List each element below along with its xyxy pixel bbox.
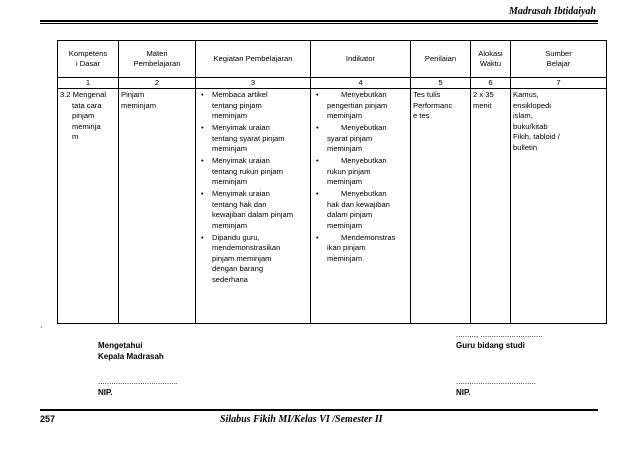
list-item bbox=[198, 189, 308, 231]
list-item-line: mendemonstrasikan bbox=[212, 243, 281, 252]
col-number: 4 bbox=[311, 78, 411, 89]
list-item-line: • Menyebutkan bbox=[341, 123, 387, 132]
list-item bbox=[198, 156, 308, 188]
cell-kegiatan bbox=[196, 89, 311, 324]
cell-alokasi bbox=[471, 89, 511, 324]
list-item-line: • Menyebutkan bbox=[341, 156, 387, 165]
col-number: 2 bbox=[119, 78, 196, 89]
column-number-row bbox=[58, 78, 607, 89]
cell-line: islam, bbox=[513, 111, 533, 120]
cell-line: buku/kitab bbox=[513, 121, 548, 131]
list-item-line: • Menyebutkan bbox=[341, 189, 387, 198]
cell-line: bulletin bbox=[513, 142, 538, 152]
list-item-line: pinjam meminjam bbox=[212, 253, 272, 263]
list-item-line: meminjam bbox=[327, 111, 363, 120]
stray-mark: ` bbox=[40, 326, 43, 335]
list-item-line: rukun pinjam bbox=[327, 166, 371, 176]
signature-left bbox=[98, 340, 164, 362]
cell-line: Kamus, bbox=[513, 90, 539, 99]
col-header-kegiatan bbox=[196, 41, 311, 78]
cell-line: Penilaian bbox=[424, 54, 457, 63]
cell-line: menit bbox=[473, 100, 492, 110]
col-number: 3 bbox=[196, 78, 311, 89]
cell-line: meminjam bbox=[121, 100, 157, 110]
cell-line: pinjam bbox=[72, 111, 95, 120]
list-item-line: meminjam bbox=[212, 220, 248, 230]
footer-rule bbox=[40, 409, 598, 411]
page-number: 257 bbox=[40, 414, 56, 424]
cell-line: Alokasi bbox=[478, 49, 503, 58]
list-item-line: meminjam bbox=[327, 253, 363, 263]
cell-sumber bbox=[511, 89, 607, 324]
list-item bbox=[198, 233, 308, 286]
mengetahui-label: Mengetahui bbox=[98, 341, 143, 350]
col-number: 7 bbox=[511, 78, 607, 89]
list-item-line: • Menyebutkan bbox=[341, 90, 387, 99]
list-item bbox=[313, 189, 408, 231]
list-item-line: • Dipandu guru, bbox=[212, 232, 260, 242]
list-item-line: • Menyimak uraian bbox=[212, 189, 270, 198]
header-rule bbox=[40, 20, 598, 22]
cell-line: m bbox=[72, 132, 79, 141]
cell-line: Fikih, tabloid / bbox=[513, 132, 560, 141]
list-item-line: tentang rukun pinjam bbox=[212, 166, 283, 176]
list-item-line: • Membaca artikel bbox=[212, 90, 268, 99]
list-item bbox=[198, 90, 308, 122]
list-item bbox=[313, 156, 408, 188]
syllabus-table bbox=[57, 40, 607, 324]
guru-bidang-studi-label: Guru bidang studi bbox=[456, 341, 525, 350]
list-item-line: kewajiban dalam pinjam bbox=[212, 210, 294, 219]
cell-line: 2 x 35 bbox=[473, 90, 494, 99]
cell-materi bbox=[119, 89, 196, 324]
list-item-line: hak dan kewajiban bbox=[327, 199, 390, 209]
signature-dots-left: .................................... bbox=[98, 377, 179, 386]
list-item-line: dengan barang bbox=[212, 264, 264, 273]
date-line: ........., ............................ bbox=[456, 330, 543, 339]
cell-indikator bbox=[311, 89, 411, 324]
kegiatan-list bbox=[198, 90, 308, 285]
list-item-line: sederhana bbox=[212, 274, 248, 284]
cell-line: 3.2 Mengenal bbox=[60, 90, 107, 99]
col-number: 6 bbox=[471, 78, 511, 89]
signature-right-lines bbox=[456, 376, 536, 398]
table-header-row bbox=[58, 41, 607, 78]
cell-penilaian bbox=[411, 89, 471, 324]
nip-right: NIP. bbox=[456, 388, 471, 397]
header-title: Madrasah Ibtidaiyah bbox=[509, 6, 596, 17]
cell-line: Kompetens bbox=[68, 49, 108, 58]
col-header-kompetensi bbox=[58, 41, 119, 78]
list-item bbox=[198, 123, 308, 155]
cell-line: e tes bbox=[413, 111, 430, 120]
signature-right bbox=[456, 329, 543, 351]
cell-line: ensiklopedi bbox=[513, 100, 551, 110]
col-header-materi bbox=[119, 41, 196, 78]
col-header-sumber bbox=[511, 41, 607, 78]
kepala-madrasah-label: Kepala Madrasah bbox=[98, 352, 164, 361]
list-item-line: syarat pinjam bbox=[327, 133, 373, 143]
indikator-list bbox=[313, 90, 408, 264]
list-item-line: • Mendemonstras bbox=[341, 232, 396, 242]
cell-line: Waktu bbox=[479, 59, 502, 68]
list-item-line: meminjam bbox=[212, 144, 248, 153]
col-number: 1 bbox=[58, 78, 119, 89]
list-item-line: • Menyimak uraian bbox=[212, 123, 270, 132]
cell-line: Pinjam bbox=[121, 90, 145, 99]
cell-line: Indikator bbox=[345, 54, 376, 63]
cell-line: Tes tulis bbox=[413, 90, 441, 99]
cell-line: Kegiatan Pembelajaran bbox=[213, 54, 293, 63]
cell-line: Belajar bbox=[546, 59, 571, 68]
list-item-line: meminjam bbox=[212, 177, 248, 186]
list-item-line: tentang syarat pinjam bbox=[212, 133, 285, 143]
table-row bbox=[58, 89, 607, 324]
cell-line: Materi bbox=[146, 49, 168, 58]
list-item bbox=[313, 233, 408, 265]
list-item-line: tentang hak dan bbox=[212, 199, 267, 209]
signature-left-lines bbox=[98, 376, 178, 398]
col-header-penilaian bbox=[411, 41, 471, 78]
cell-kompetensi bbox=[58, 89, 119, 324]
cell-line: meminja bbox=[72, 121, 101, 131]
header-rule-thin bbox=[40, 23, 598, 24]
list-item-line: pengertian pinjam bbox=[327, 100, 388, 110]
cell-line: Performanc bbox=[413, 100, 453, 110]
list-item bbox=[313, 90, 408, 122]
cell-line: Sumber bbox=[545, 49, 572, 58]
signature-dots-right: .................................... bbox=[456, 377, 537, 386]
list-item-line: ikan pinjam bbox=[327, 243, 366, 252]
col-number: 5 bbox=[411, 78, 471, 89]
list-item-line: meminjam bbox=[327, 144, 363, 153]
list-item-line: meminjam bbox=[327, 177, 363, 186]
list-item-line: meminjam bbox=[327, 220, 363, 230]
list-item-line: tentang pinjam bbox=[212, 100, 262, 110]
cell-line: i Dasar bbox=[75, 59, 101, 68]
col-header-alokasi bbox=[471, 41, 511, 78]
list-item-line: meminjam bbox=[212, 111, 248, 120]
list-item bbox=[313, 123, 408, 155]
list-item-line: dalam pinjam bbox=[327, 210, 373, 219]
cell-line: tata cara bbox=[72, 100, 102, 110]
footer-title: Silabus Fikih MI/Kelas VI /Semester II bbox=[220, 414, 383, 425]
cell-line: Pembelajaran bbox=[133, 59, 181, 68]
list-item-line: • Menyimak uraian bbox=[212, 156, 270, 165]
nip-left: NIP. bbox=[98, 388, 113, 397]
col-header-indikator bbox=[311, 41, 411, 78]
